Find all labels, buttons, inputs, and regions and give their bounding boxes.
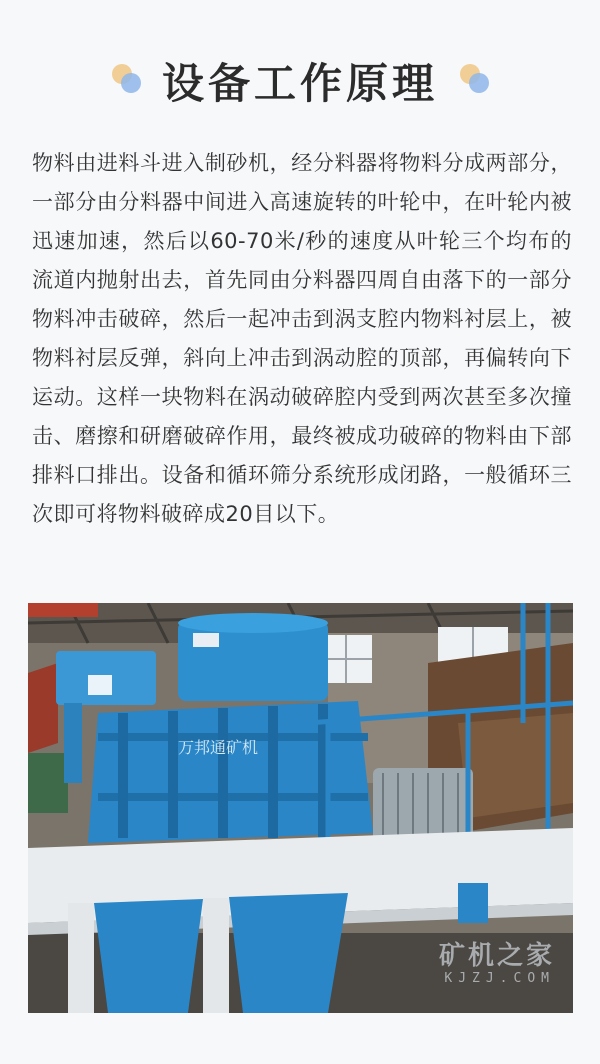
page-title: 设备工作原理 [161,59,438,108]
watermark-text: 矿机之家 [438,941,555,971]
section-header [0,52,600,116]
machine-brand-label: 万邦通矿机 [178,738,259,757]
watermark-domain: KJZJ.COM [444,971,555,986]
site-watermark [439,941,555,987]
machine-photo [28,603,573,1013]
decorative-dots-icon [458,62,492,96]
description-paragraph: 物料由进料斗进入制砂机，经分料器将物料分成两部分，一部分由分料器中间进入高速旋转的叶轮中，在叶轮内被迅速加速，然后以60-70米/秒的速度从叶轮三个均布的流道内抛射出去，首先同由分料器四周自由落下的一部分物料冲击破碎，然后一起冲击到涡支腔内物料衬层上，被物料衬层反弹，斜向上冲击到涡动腔的顶部，再偏转向下运动。这样一块物料在涡动破碎腔内受到两次甚至多次撞击、磨擦和研磨破碎作用，最终被成功破碎的物料由下部排料口排出。设备和循环筛分系统形成闭路，一般循环三次即可将物料破碎成20目以下。 [32,151,572,526]
